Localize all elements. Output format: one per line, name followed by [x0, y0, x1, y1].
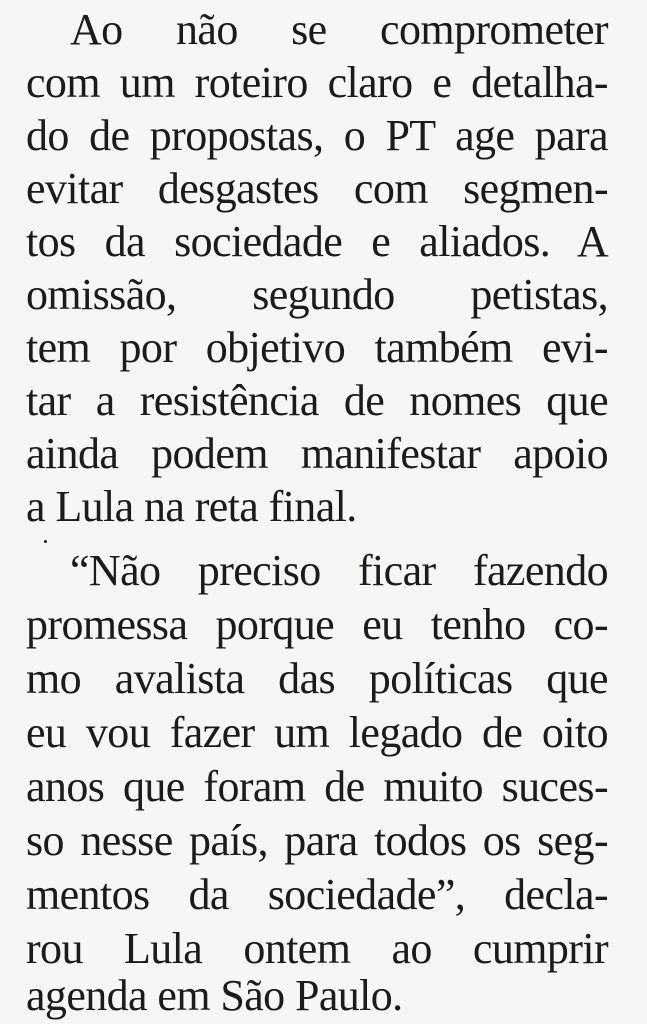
text-line: rou Lula ontem ao cumprir	[26, 924, 608, 973]
text-line: tos da sociedade e aliados. A	[26, 217, 608, 266]
text-line: tem por objetivo também evi-	[26, 323, 608, 372]
text-line: ainda podem manifestar apoio	[26, 429, 608, 478]
text-line: so nesse país, para todos os seg-	[26, 816, 608, 865]
text-line: agenda em São Paulo.	[26, 971, 403, 1020]
text-line: “Não preciso ficar fazendo	[70, 546, 608, 595]
text-line: mo avalista das políticas que	[26, 654, 608, 703]
text-line: mentos da sociedade”, decla-	[26, 870, 608, 919]
text-line: omissão, segundo petistas,	[26, 270, 608, 319]
text-line: a Lula na reta final.	[26, 482, 357, 531]
text-line: anos que foram de muito suces-	[26, 762, 608, 811]
text-line: com um roteiro claro e detalha-	[26, 58, 608, 107]
text-line: tar a resistência de nomes que	[26, 376, 608, 425]
text-line: evitar desgastes com segmen-	[26, 164, 608, 213]
print-speck	[44, 540, 47, 543]
text-line: promessa porque eu tenho co-	[26, 600, 608, 649]
text-line: Ao não se comprometer	[70, 5, 608, 54]
text-line: eu vou fazer um legado de oito	[26, 708, 608, 757]
text-line: do de propostas, o PT age para	[26, 111, 608, 160]
